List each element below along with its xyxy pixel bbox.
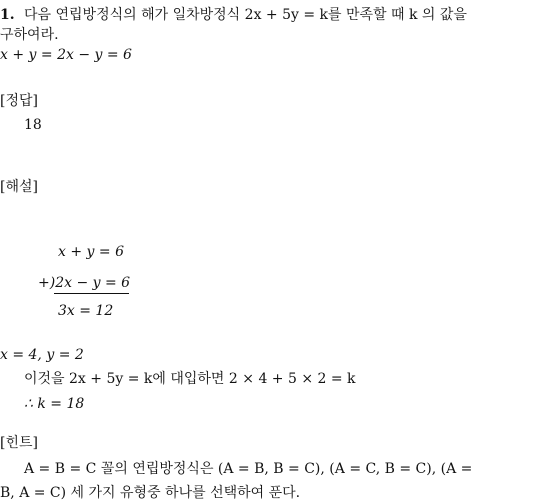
hint-text-line-2: B, A = C) 세 가지 유형중 하나를 선택하여 푼다. <box>0 485 301 501</box>
answer-value: 18 <box>24 117 42 133</box>
solution-substitution: 이것을 2x + 5y = k에 대입하면 2 × 4 + 5 × 2 = k <box>24 371 356 387</box>
solution-equation-1: x + y = 6 <box>58 244 124 260</box>
problem-text-line-1: 다음 연립방정식의 해가 일차방정식 2x + 5y = k를 만족할 때 k 의 값을 <box>24 7 467 23</box>
solution-sum-rule <box>54 293 129 294</box>
problem-number <box>0 6 15 24</box>
problem-number-label: 1. <box>0 7 15 23</box>
solution-result: ∴ k = 18 <box>24 396 85 412</box>
problem-text-line-2: 구하여라. <box>0 27 59 43</box>
solution-equation-sum: 3x = 12 <box>58 303 114 319</box>
problem-equation: x + y = 2x − y = 6 <box>0 47 132 63</box>
hint-label: [힌트] <box>0 435 38 451</box>
solution-xy-values: x = 4, y = 2 <box>0 347 84 363</box>
answer-label: [정답] <box>0 93 38 109</box>
solution-label: [해설] <box>0 179 38 195</box>
hint-text-line-1: A = B = C 꼴의 연립방정식은 (A = B, B = C), (A = C, B = C), (A = <box>24 461 473 477</box>
solution-equation-2: +)2x − y = 6 <box>38 275 131 291</box>
